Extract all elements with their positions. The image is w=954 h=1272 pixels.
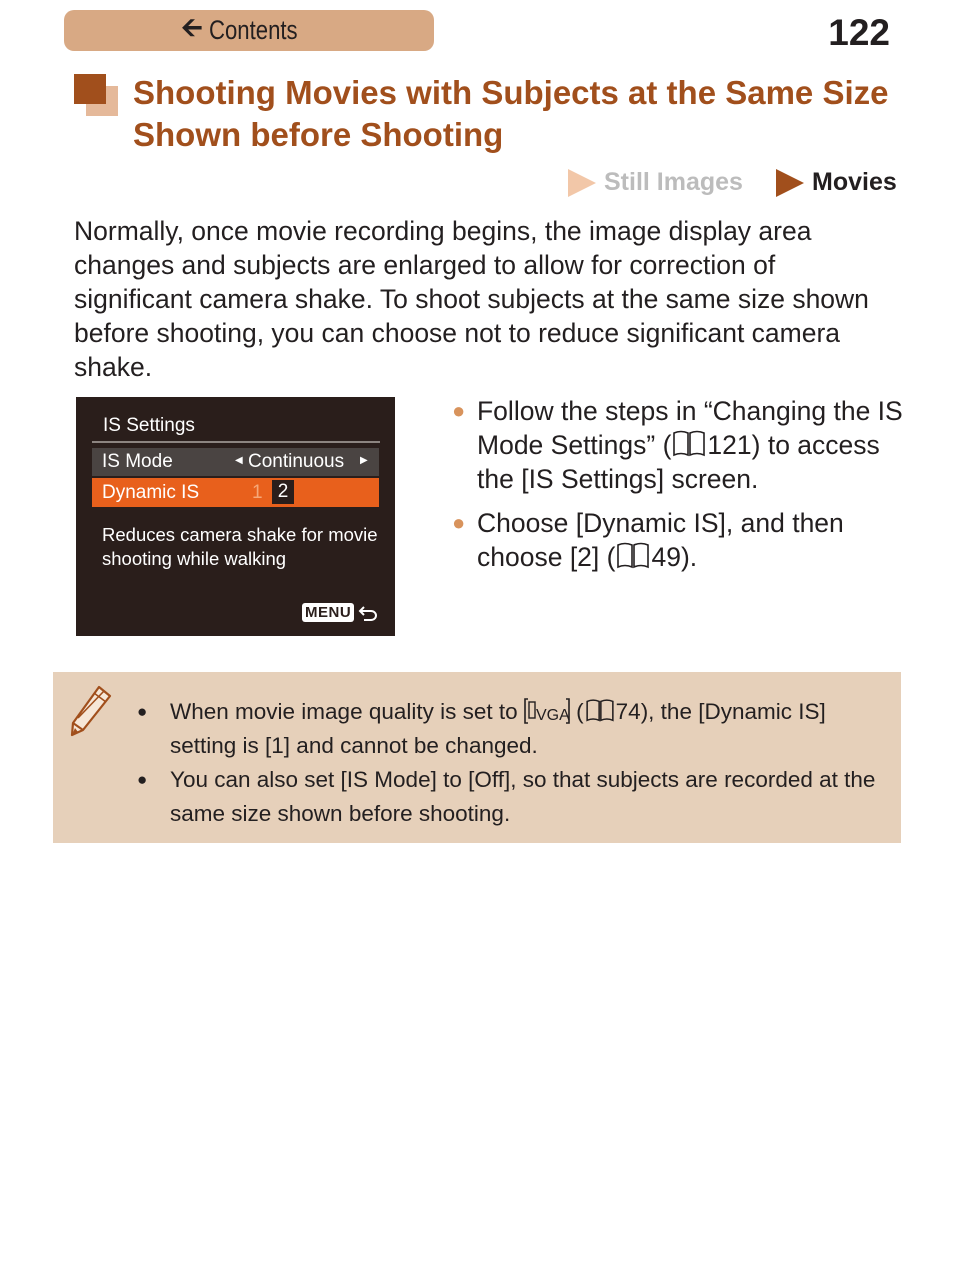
step-2-text-before: Choose [Dynamic IS], and then choose [2] ( — [477, 508, 844, 572]
bullet-dot-icon: ● — [452, 398, 466, 423]
note-item — [137, 763, 877, 831]
movies-triangle-icon — [776, 169, 804, 197]
book-reference-icon — [672, 429, 706, 457]
camera-screen-divider — [92, 441, 380, 443]
step-2-text-after: ). — [680, 542, 698, 572]
note-1-text-mid: ( — [569, 699, 584, 724]
description-line-2: shooting while walking — [102, 548, 287, 569]
book-reference-icon — [585, 698, 615, 722]
note-bullet-icon: ● — [137, 702, 148, 721]
is-mode-value: Continuous — [248, 451, 345, 472]
camera-screen-description — [102, 523, 382, 571]
step-1-text-after: ) to access the [IS Settings] screen. — [477, 430, 880, 494]
step-1-page-ref[interactable]: 121 — [707, 430, 752, 460]
page-number: 122 — [828, 12, 890, 53]
page-title: Shooting Movies with Subjects at the Same Size Shown before Shooting — [133, 74, 889, 153]
note-2-text: You can also set [IS Mode] to [Off], so that subjects are recorded at the same size shown before shooting. — [170, 767, 876, 826]
back-arrow-icon: 🡨 — [181, 11, 203, 42]
step-1-text-before: Follow the steps in “Changing the IS Mode Settings” ( — [477, 396, 903, 460]
note-item — [137, 695, 877, 763]
is-mode-row — [92, 448, 379, 476]
contents-button[interactable] — [64, 10, 434, 51]
note-1-text-after: ), the [Dynamic IS] setting is [1] and cannot be changed. — [170, 699, 826, 758]
camera-screen-header: IS Settings — [103, 415, 195, 436]
return-arrow-icon — [358, 605, 378, 621]
mode-movies-label: Movies — [812, 168, 897, 196]
vga-icon-label: VGA — [535, 707, 570, 724]
dynamic-is-row — [92, 478, 379, 507]
is-mode-label: IS Mode — [102, 451, 173, 472]
mode-still-label: Still Images — [604, 168, 743, 196]
note-1-text-before: When movie image quality is set to — [170, 699, 524, 724]
mode-movies — [776, 168, 897, 197]
note-bullet-icon: ● — [137, 770, 148, 789]
note-1-page-ref[interactable]: 74 — [615, 699, 641, 724]
menu-button-label: MENU — [302, 603, 354, 622]
left-arrow-icon: ◀ — [235, 455, 243, 466]
step-item — [452, 394, 912, 496]
contents-label: Contents — [208, 15, 298, 45]
pencil-note-icon — [69, 684, 113, 738]
dynamic-is-option-1: 1 — [252, 482, 263, 503]
dynamic-is-option-2: 2 — [272, 480, 294, 504]
step-2-page-ref[interactable]: 49 — [651, 542, 681, 572]
right-arrow-icon: ▶ — [360, 455, 368, 466]
camera-screen — [76, 397, 395, 636]
description-line-1: Reduces camera shake for movie — [102, 524, 378, 545]
mode-still-images — [568, 168, 743, 197]
vga-movie-quality-icon — [524, 697, 570, 725]
intro-paragraph: Normally, once movie recording begins, the image display area changes and subjects are enlarged to allow for correction of significant camera shake. To shoot subjects at the same size shown before shooting, you can choose not to reduce significant camera shake. — [74, 216, 869, 382]
note-box — [53, 672, 901, 843]
book-reference-icon — [616, 541, 650, 569]
section-square-icon — [74, 74, 118, 116]
bullet-dot-icon: ● — [452, 510, 466, 535]
dynamic-is-label: Dynamic IS — [102, 482, 200, 503]
menu-back-hint — [302, 603, 378, 622]
step-item — [452, 506, 912, 574]
still-triangle-icon — [568, 169, 596, 197]
